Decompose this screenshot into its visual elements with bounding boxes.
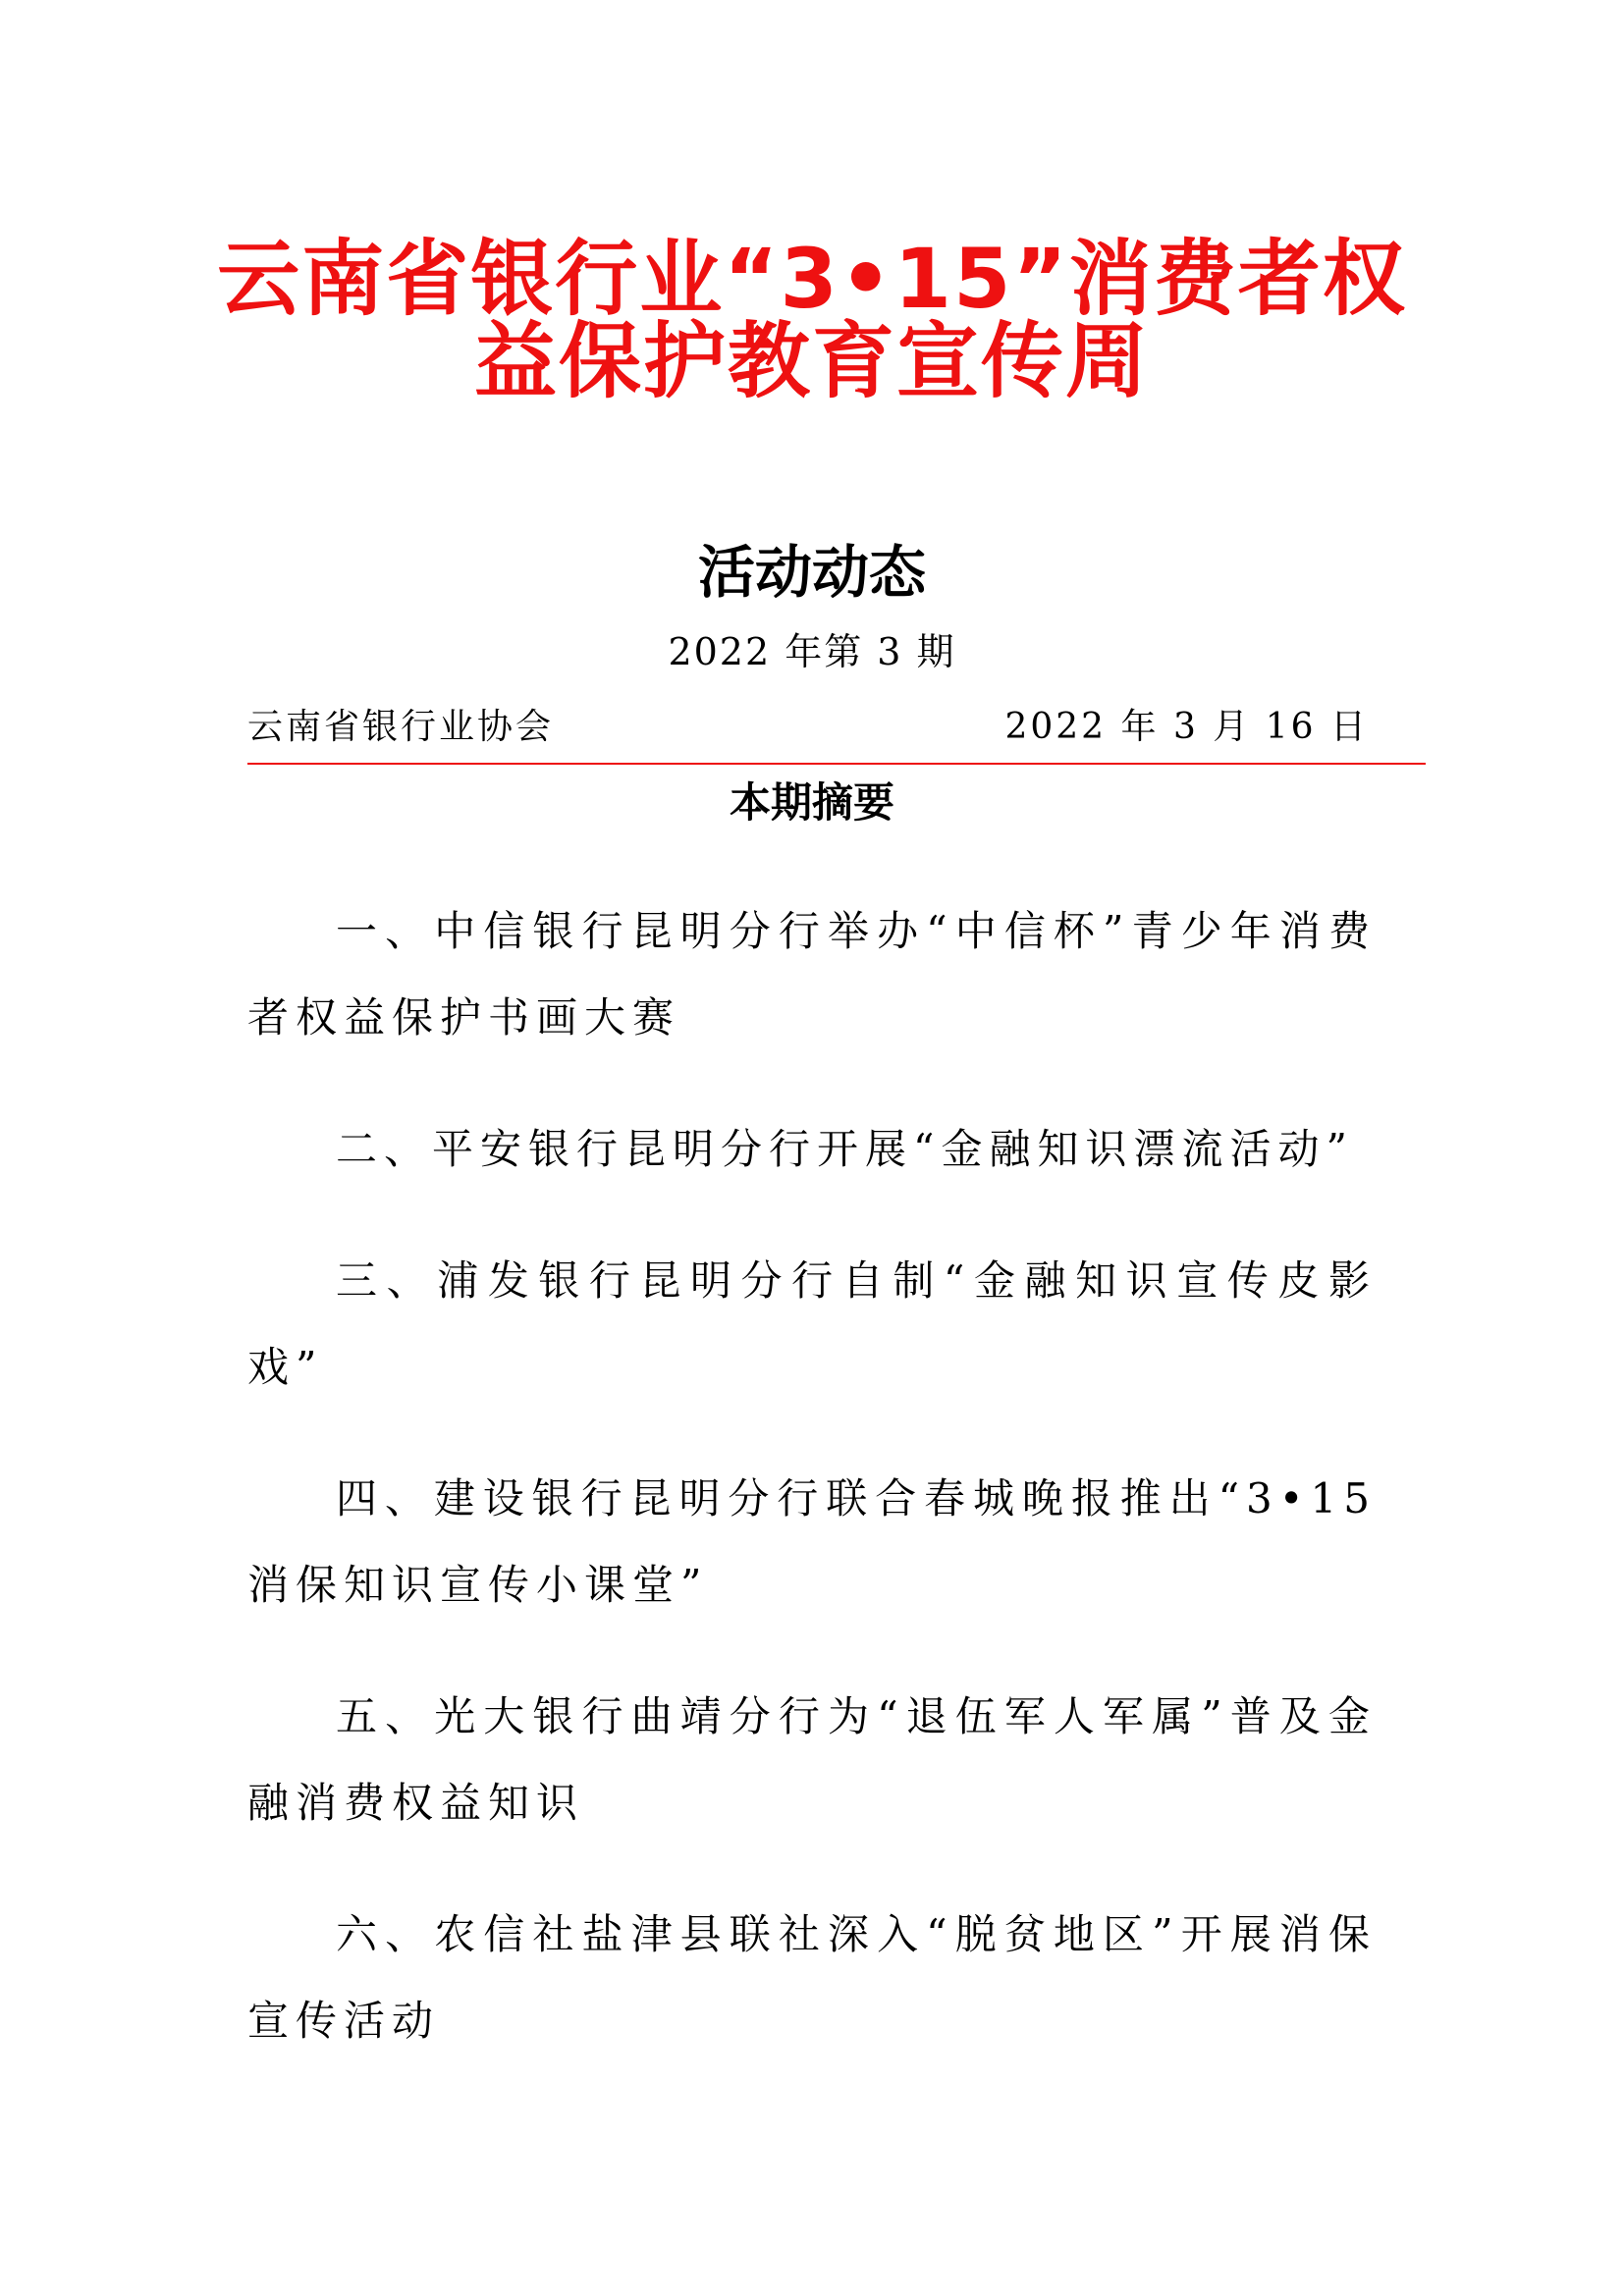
summary-item: 四、建设银行昆明分行联合春城晚报推出“3•15 消保知识宣传小课堂” <box>247 1474 1377 1609</box>
summary-list <box>247 888 1377 2109</box>
red-divider <box>247 763 1426 765</box>
summary-item: 五、光大银行曲靖分行为“退伍军人军属”普及金融消费权益知识 <box>247 1692 1377 1827</box>
summary-item: 一、中信银行昆明分行举办“中信杯”青少年消费者权益保护书画大赛 <box>247 907 1377 1041</box>
publish-date: 2022 年 3 月 16 日 <box>1004 707 1369 747</box>
masthead-title-line-2: 益保护教育宣传周 <box>473 313 1150 409</box>
publisher-name: 云南省银行业协会 <box>247 707 555 747</box>
summary-heading: 本期摘要 <box>729 778 894 827</box>
summary-item: 二、平安银行昆明分行开展“金融知识漂流活动” <box>336 1125 1354 1173</box>
masthead-title-line-1: 云南省银行业“3•15”消费者权 <box>217 231 1407 327</box>
summary-item: 三、浦发银行昆明分行自制“金融知识宣传皮影戏” <box>247 1256 1377 1391</box>
summary-item: 六、农信社盐津县联社深入“脱贫地区”开展消保宣传活动 <box>247 1910 1377 2045</box>
issue-number: 2022 年第 3 期 <box>668 630 956 673</box>
bulletin-title: 活动动态 <box>697 539 926 606</box>
